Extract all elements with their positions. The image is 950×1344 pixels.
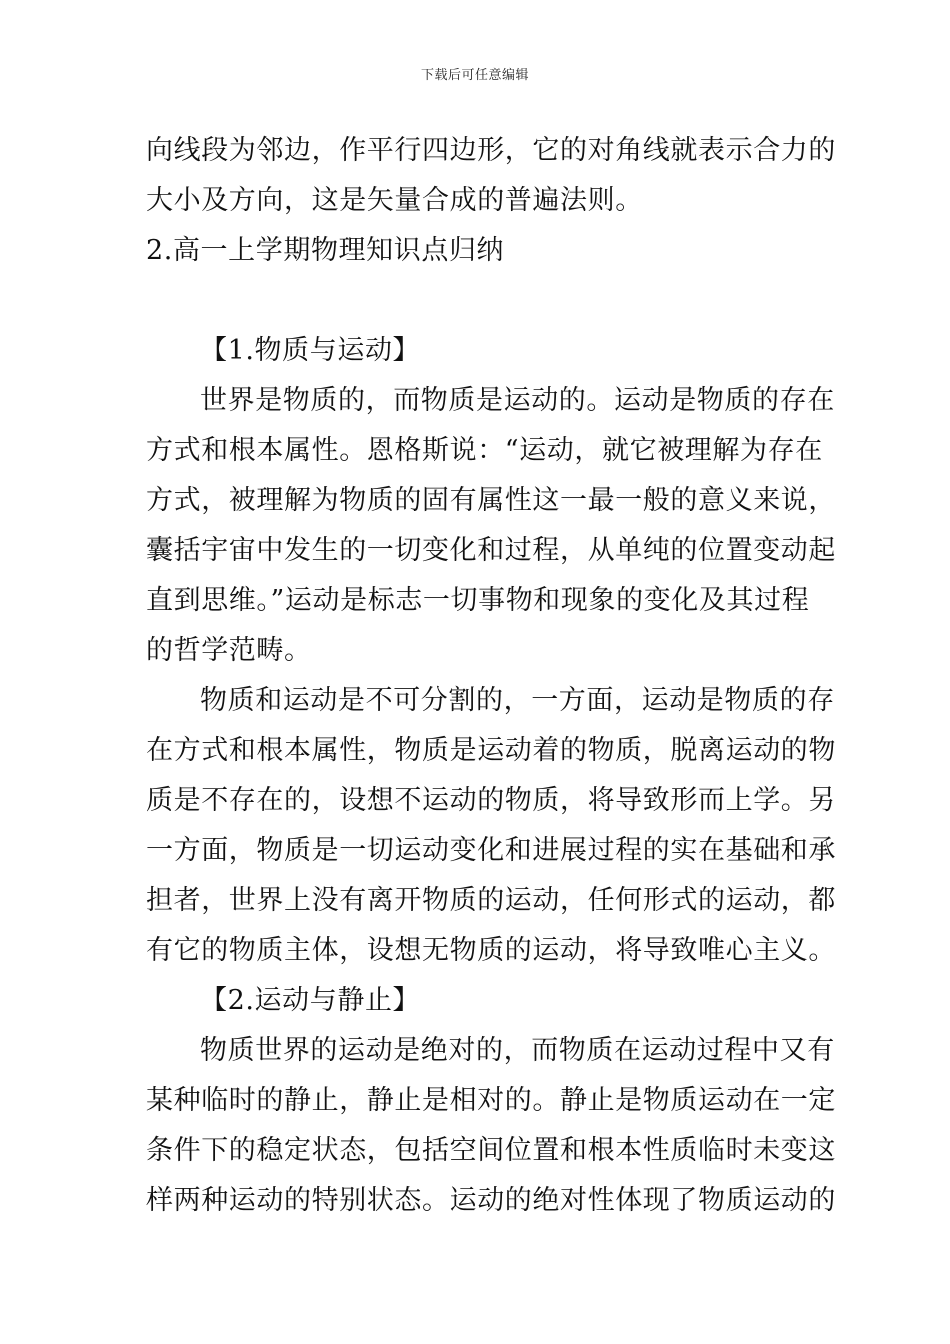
paragraph-line: 担者，世界上没有离开物质的运动，任何形式的运动，都 xyxy=(146,885,836,916)
paragraph-line: 向线段为邻边，作平行四边形，它的对角线就表示合力的 xyxy=(146,135,836,166)
paragraph-line: 囊括宇宙中发生的一切变化和过程，从单纯的位置变动起 xyxy=(146,535,836,566)
section-title: 2.高一上学期物理知识点归纳 xyxy=(146,235,505,266)
paragraph-line: 质是不存在的，设想不运动的物质，将导致形而上学。另 xyxy=(146,785,836,816)
document-body xyxy=(146,126,836,1226)
paragraph-line: 物质和运动是不可分割的，一方面，运动是物质的存 xyxy=(200,685,835,716)
heading-material-and-motion: 【1.物质与运动】 xyxy=(200,335,421,366)
paragraph-line: 方式和根本属性。恩格斯说：“运动，就它被理解为存在 xyxy=(146,435,823,466)
paragraph-line: 大小及方向，这是矢量合成的普遍法则。 xyxy=(146,185,643,216)
paragraph-line: 条件下的稳定状态，包括空间位置和根本性质临时未变这 xyxy=(146,1135,836,1166)
paragraph-line: 世界是物质的，而物质是运动的。运动是物质的存在 xyxy=(200,385,835,416)
blank-line xyxy=(146,276,812,326)
page-header-note: 下载后可任意编辑 xyxy=(420,68,529,83)
paragraph-line: 在方式和根本属性，物质是运动着的物质，脱离运动的物 xyxy=(146,735,836,766)
paragraph-line: 有它的物质主体，设想无物质的运动，将导致唯心主义。 xyxy=(146,935,836,966)
paragraph-line: 直到思维。”运动是标志一切事物和现象的变化及其过程 xyxy=(146,585,810,616)
paragraph-line: 方式，被理解为物质的固有属性这一最一般的意义来说， xyxy=(146,485,836,516)
heading-motion-and-rest: 【2.运动与静止】 xyxy=(200,985,421,1016)
paragraph-line: 物质世界的运动是绝对的，而物质在运动过程中又有 xyxy=(200,1035,835,1066)
paragraph-line: 某种临时的静止，静止是相对的。静止是物质运动在一定 xyxy=(146,1085,836,1116)
paragraph-line: 一方面，物质是一切运动变化和进展过程的实在基础和承 xyxy=(146,835,836,866)
paragraph-line: 的哲学范畴。 xyxy=(146,635,312,666)
paragraph-line: 样两种运动的特别状态。运动的绝对性体现了物质运动的 xyxy=(146,1185,836,1216)
